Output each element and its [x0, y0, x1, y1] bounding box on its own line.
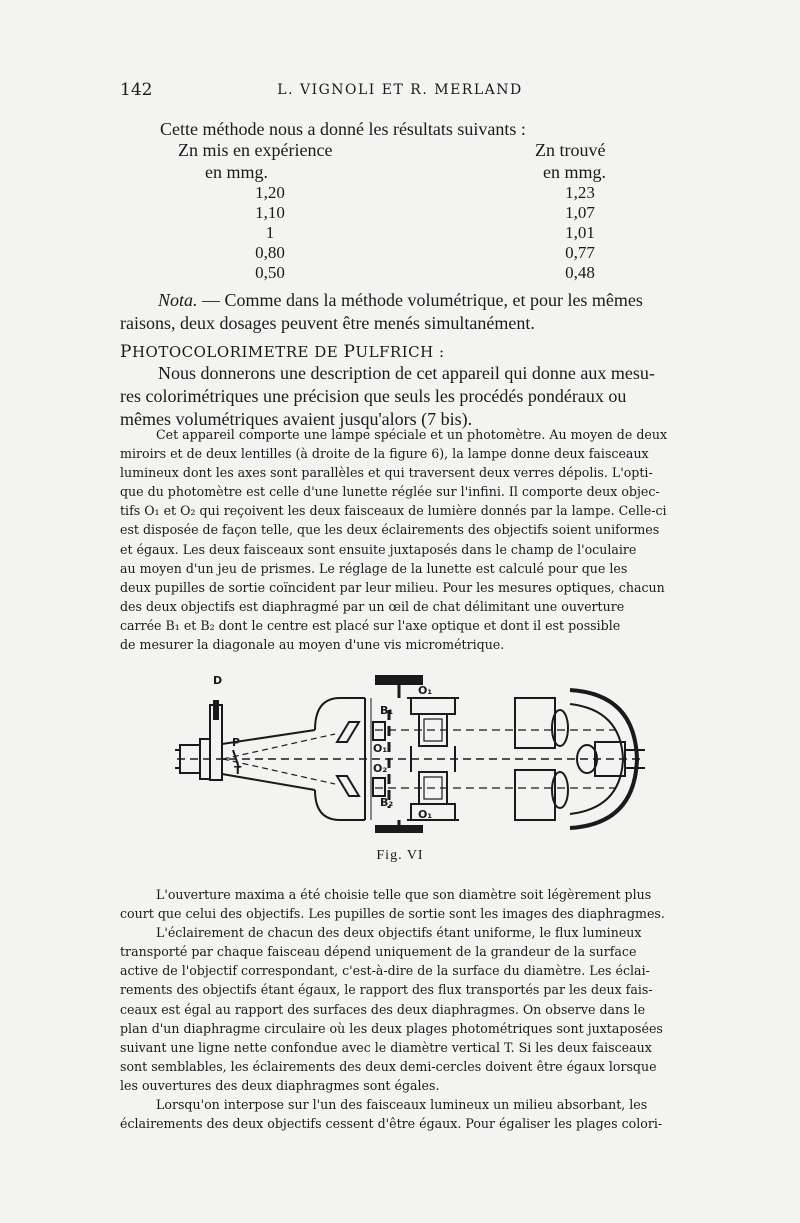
paragraph-description	[120, 362, 740, 431]
row2-mis: 1,10	[255, 203, 285, 222]
col1-header-line2: en mmg.	[205, 162, 268, 182]
col2-header-line2: en mmg.	[543, 162, 606, 182]
text-line: et égaux. Les deux faisceaux sont ensuite juxtaposés dans le champ de l'oculaire	[120, 541, 637, 557]
text-line: transporté par chaque faisceau dépend uniquement de la grandeur de la surface	[120, 944, 637, 960]
row5-mis: 0,50	[255, 263, 285, 282]
text-line: court que celui des objectifs. Les pupilles de sortie sont les images des diaphragmes.	[120, 906, 665, 922]
text-line: Lorsqu'on interpose sur l'un des faisceaux lumineux un milieu absorbant, les	[156, 1097, 648, 1113]
label-o2-mid: O₂	[373, 762, 388, 775]
text-line: sont semblables, les éclairements des deux demi-cercles doivent être égaux lorsque	[120, 1058, 657, 1074]
text-line: des deux objectifs est diaphragmé par un œil de chat délimitant une ouverture	[120, 598, 625, 614]
text-line: rements des objectifs étant égaux, le rapport des flux transportés par les deux fais-	[120, 982, 653, 998]
text-line: carrée B₁ et B₂ dont le centre est placé sur l'axe optique et dont il est possible	[120, 617, 621, 633]
intro-sentence: Cette méthode nous a donné les résultats suivants :	[160, 119, 526, 139]
text-line: de mesurer la diagonale au moyen d'une vis micrométrique.	[120, 637, 505, 653]
text-line: miroirs et de deux lentilles (à droite de la figure 6), la lampe donne deux faisceaux	[120, 446, 649, 462]
label-o1-mid: O₁	[373, 742, 388, 755]
section-title: PHOTOCOLORIMETRE DE PULFRICH :	[120, 342, 445, 362]
label-p: P	[232, 736, 241, 749]
row4-mis: 0,80	[255, 243, 285, 262]
nota-line1: — Comme dans la méthode volumétrique, et pour les mêmes	[197, 290, 643, 310]
text-line: suivant une ligne nette confondue avec le diamètre vertical T. Si les deux faisceaux	[120, 1039, 652, 1055]
text-line: Cet appareil comporte une lampe spéciale et un photomètre. Au moyen de deux	[156, 427, 668, 442]
label-o1-top: O₁	[418, 684, 433, 697]
text-line: éclairements des deux objectifs cessent d'être égaux. Pour égaliser les plages colori-	[120, 1116, 663, 1132]
text-line: lumineux dont les axes sont parallèles et qui traversent deux verres dépolis. L'opti-	[120, 465, 653, 481]
text-line: au moyen d'un jeu de prismes. Le réglage de la lunette est calculé pour que les	[120, 560, 628, 576]
label-t: T	[234, 764, 242, 777]
row1-trouve: 1,23	[565, 183, 595, 202]
col2-header-line1: Zn trouvé	[535, 140, 606, 160]
text-line: mêmes volumétriques avaient jusqu'alors (7 bis).	[120, 409, 473, 429]
page-header	[0, 80, 800, 102]
text-line: les ouvertures des deux diaphragmes sont égales.	[120, 1077, 440, 1093]
text-line: L'éclairement de chacun des deux objectifs étant uniforme, le flux lumineux	[156, 925, 642, 941]
text-line: ceaux est égal au rapport des surfaces des deux diaphragmes. On observe dans le	[120, 1001, 646, 1017]
text-line: res colorimétriques une précision que seuls les procédés pondéraux ou	[120, 386, 627, 406]
paragraph-explanation	[120, 885, 740, 1133]
text-line: Nous donnerons une description de cet appareil qui donne aux mesu-	[158, 363, 655, 383]
nota-line2: raisons, deux dosages peuvent être menés simultanément.	[120, 313, 535, 333]
label-b1: B₁	[380, 704, 394, 717]
label-o1-bottom: O₁	[418, 808, 433, 821]
row4-trouve: 0,77	[565, 243, 595, 262]
col1-header-line1: Zn mis en expérience	[178, 140, 333, 160]
text-line: plan d'un diaphragme circulaire où les deux plages photométriques sont juxtaposées	[120, 1020, 663, 1036]
row3-mis: 1	[265, 223, 275, 242]
row1-mis: 1,20	[255, 183, 285, 202]
label-b2: B₂	[380, 796, 394, 809]
text-line: active de l'objectif correspondant, c'est-à-dire de la surface du diamètre. Les éclai-	[120, 963, 650, 979]
text-line: deux pupilles de sortie coïncident par leur milieu. Pour les mesures optiques, chacun	[120, 579, 665, 595]
row2-trouve: 1,07	[565, 203, 595, 222]
text-line: tifs O₁ et O₂ qui reçoivent les deux faisceaux de lumière donnés par la lampe. Celle-ci	[120, 503, 667, 519]
paragraph-apparatus	[120, 425, 740, 654]
text-line: L'ouverture maxima a été choisie telle que son diamètre soit légèrement plus	[156, 887, 652, 902]
text-line: est disposée de façon telle, que les deux éclairements des objectifs soient uniformes	[120, 522, 660, 538]
label-d: D	[213, 674, 223, 687]
photocolorimeter-diagram	[175, 670, 655, 845]
page-number: 142	[120, 80, 153, 100]
text-line: que du photomètre est celle d'une lunette réglée sur l'infini. Il comporte deux objec-	[120, 484, 660, 500]
row3-trouve: 1,01	[565, 223, 595, 242]
row5-trouve: 0,48	[565, 263, 595, 282]
figure-caption: Fig. VI	[376, 848, 424, 863]
running-head: L. VIGNOLI ET R. MERLAND	[277, 82, 523, 98]
nota-label: Nota.	[158, 290, 198, 310]
nota-paragraph	[120, 289, 740, 335]
